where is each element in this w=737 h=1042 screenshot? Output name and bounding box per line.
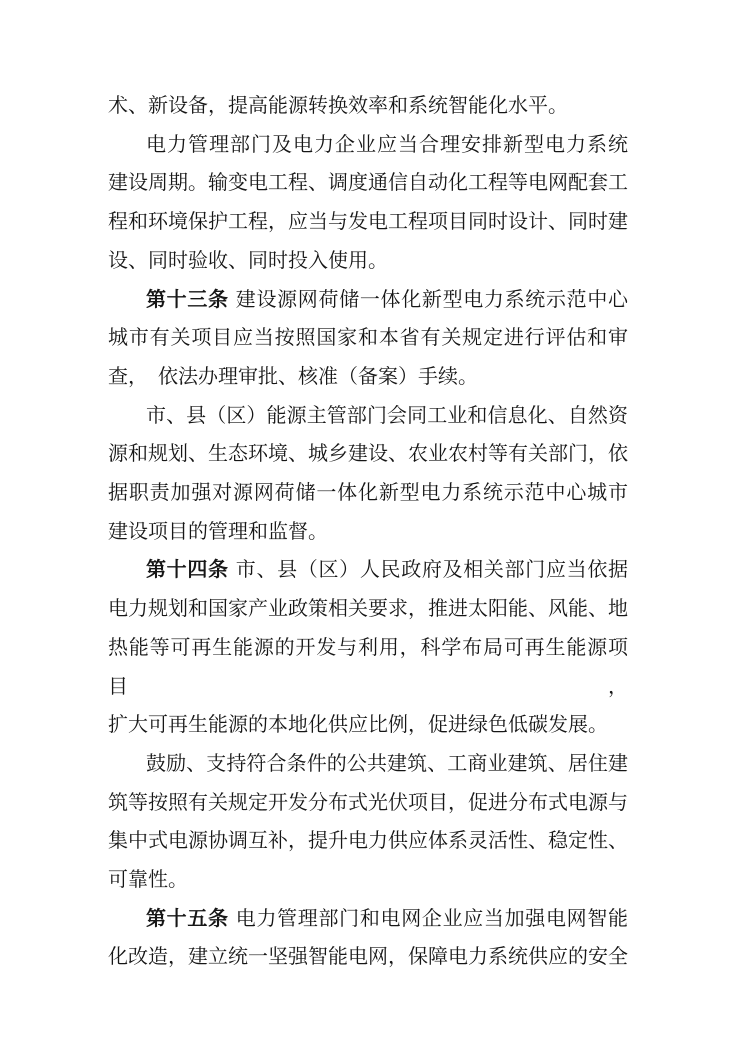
article-text: 市、县（区）人民政府及相关部门应当依据: [228, 557, 629, 582]
article-text: 电力管理部门和电网企业应当加强电网智能: [228, 905, 629, 930]
article-text: 建设源网荷储一体化新型电力系统示范中心: [228, 286, 629, 311]
text-line: 建设周期。输变电工程、调度通信自动化工程等电网配套工: [108, 170, 628, 195]
text-line: 可靠性。: [108, 867, 188, 892]
article-number: 第十四条: [146, 557, 229, 582]
text-line-article-15: [108, 899, 628, 938]
text-line: 化改造，建立统一坚强智能电网，保障电力系统供应的安全: [108, 944, 628, 969]
text-line: 据职责加强对源网荷储一体化新型电力系统示范中心城市: [108, 480, 628, 505]
text-line: 程和环境保护工程，应当与发电工程项目同时设计、同时建: [108, 209, 628, 234]
text-line: 热能等可再生能源的开发与利用，科学布局可再生能源项目，: [108, 634, 628, 698]
text-line: 筑等按照有关规定开发分布式光伏项目，促进分布式电源与: [108, 789, 628, 814]
article-number: 第十五条: [146, 905, 229, 930]
text-line: 集中式电源协调互补，提升电力供应体系灵活性、稳定性、: [108, 828, 628, 853]
text-line: 城市有关项目应当按照国家和本省有关规定进行评估和审: [108, 325, 628, 350]
text-line: 术、新设备，提高能源转换效率和系统智能化水平。: [108, 93, 568, 117]
text-line: 扩大可再生能源的本地化供应比例，促进绿色低碳发展。: [108, 712, 608, 737]
text-line-article-14: [108, 550, 628, 589]
text-line: 鼓励、支持符合条件的公共建筑、工商业建筑、居住建: [146, 750, 628, 775]
text-line: 查， 依法办理审批、核准（备案）手续。: [108, 363, 478, 388]
text-line: 建设项目的管理和监督。: [108, 518, 328, 543]
text-line: 电力管理部门及电力企业应当合理安排新型电力系统: [146, 131, 628, 156]
text-line-article-13: [108, 280, 628, 319]
text-line: 市、县（区）能源主管部门会同工业和信息化、自然资: [146, 402, 628, 427]
text-line: 设、同时验收、同时投入使用。: [108, 247, 388, 272]
text-line: 电力规划和国家产业政策相关要求，推进太阳能、风能、地: [108, 596, 628, 621]
article-number: 第十三条: [146, 286, 229, 311]
text-line: 源和规划、生态环境、城乡建设、农业农村等有关部门，依: [108, 441, 628, 466]
